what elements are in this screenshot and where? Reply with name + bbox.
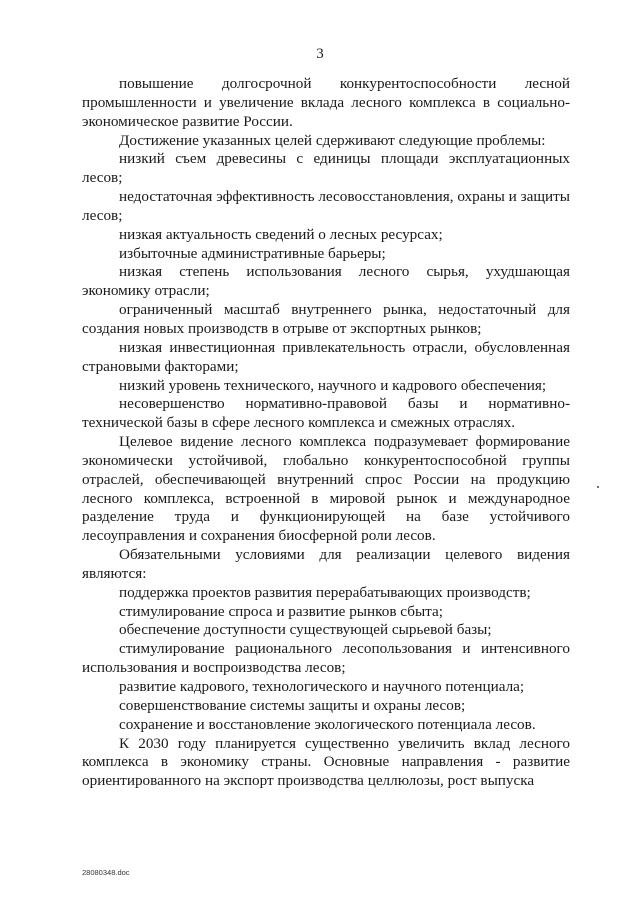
- list-item-problem: несовершенство нормативно-правовой базы и нормативно-технической базы в сфере лесного комплекса и смежных отраслях.: [82, 395, 570, 432]
- list-item-problem: ограниченный масштаб внутреннего рынка, недостаточный для создания новых производств в отрыве от экспортных рынков;: [82, 301, 570, 337]
- list-item-problem: низкая актуальность сведений о лесных ресурсах;: [119, 225, 443, 243]
- scan-speck: [597, 486, 599, 488]
- list-item-problem: низкий уровень технического, научного и кадрового обеспечения;: [119, 376, 547, 394]
- list-item-problem: низкая инвестиционная привлекательность отрасли, обусловленная страновыми факторами;: [82, 338, 570, 375]
- list-item-problem: низкий съем древесины с единицы площади эксплуатационных лесов;: [82, 150, 570, 187]
- list-item-problem: низкая степень использования лесного сырья, ухудшающая экономику отрасли;: [82, 263, 570, 300]
- list-item-problem: недостаточная эффективность лесовосстановления, охраны и защиты лесов;: [82, 188, 570, 224]
- paragraph-2030-plan: К 2030 году планируется существенно увеличить вклад лесного комплекса в экономику страны. Основные направления - развитие ориентированного на экспорт производства целлюлозы, рост выпуска: [82, 734, 570, 790]
- list-item-condition: развитие кадрового, технологического и научного потенциала;: [119, 678, 525, 695]
- paragraph-problems-lead: Достижение указанных целей сдерживают следующие проблемы:: [119, 131, 546, 149]
- paragraph-intro-end: повышение долгосрочной конкурентоспособности лесной промышленности и увеличение вклада лесного комплекса в социально-экономическое развитие России.: [82, 75, 570, 130]
- list-item-condition: сохранение и восстановление экологического потенциала лесов.: [119, 715, 536, 733]
- footer-filename: 28080348.doc: [82, 868, 130, 877]
- page-number: 3: [316, 46, 324, 62]
- list-item-condition: поддержка проектов развития перерабатывающих производств;: [119, 583, 531, 601]
- list-item-condition: обеспечение доступности существующей сырьевой базы;: [119, 621, 492, 639]
- list-item-condition: стимулирование рационального лесопользования и интенсивного использования и воспроизводства лесов;: [82, 640, 570, 677]
- list-item-problem: избыточные административные барьеры;: [119, 244, 386, 262]
- paragraph-conditions-lead: Обязательными условиями для реализации целевого видения являются:: [82, 546, 570, 582]
- list-item-condition: стимулирование спроса и развитие рынков сбыта;: [119, 602, 443, 620]
- document-body: [82, 75, 570, 791]
- list-item-condition: совершенствование системы защиты и охраны лесов;: [119, 696, 466, 714]
- paragraph-target-vision: Целевое видение лесного комплекса подразумевает формирование экономически устойчивой, глобально конкурентоспособной группы отраслей, обеспечивающей внутренний спрос России на продукцию лесного комплекса, встроенной в мировой рынок и международное разделение труда и функционирующей на базе устойчивого лесоуправления и сохранения биосферной роли лесов.: [82, 433, 570, 545]
